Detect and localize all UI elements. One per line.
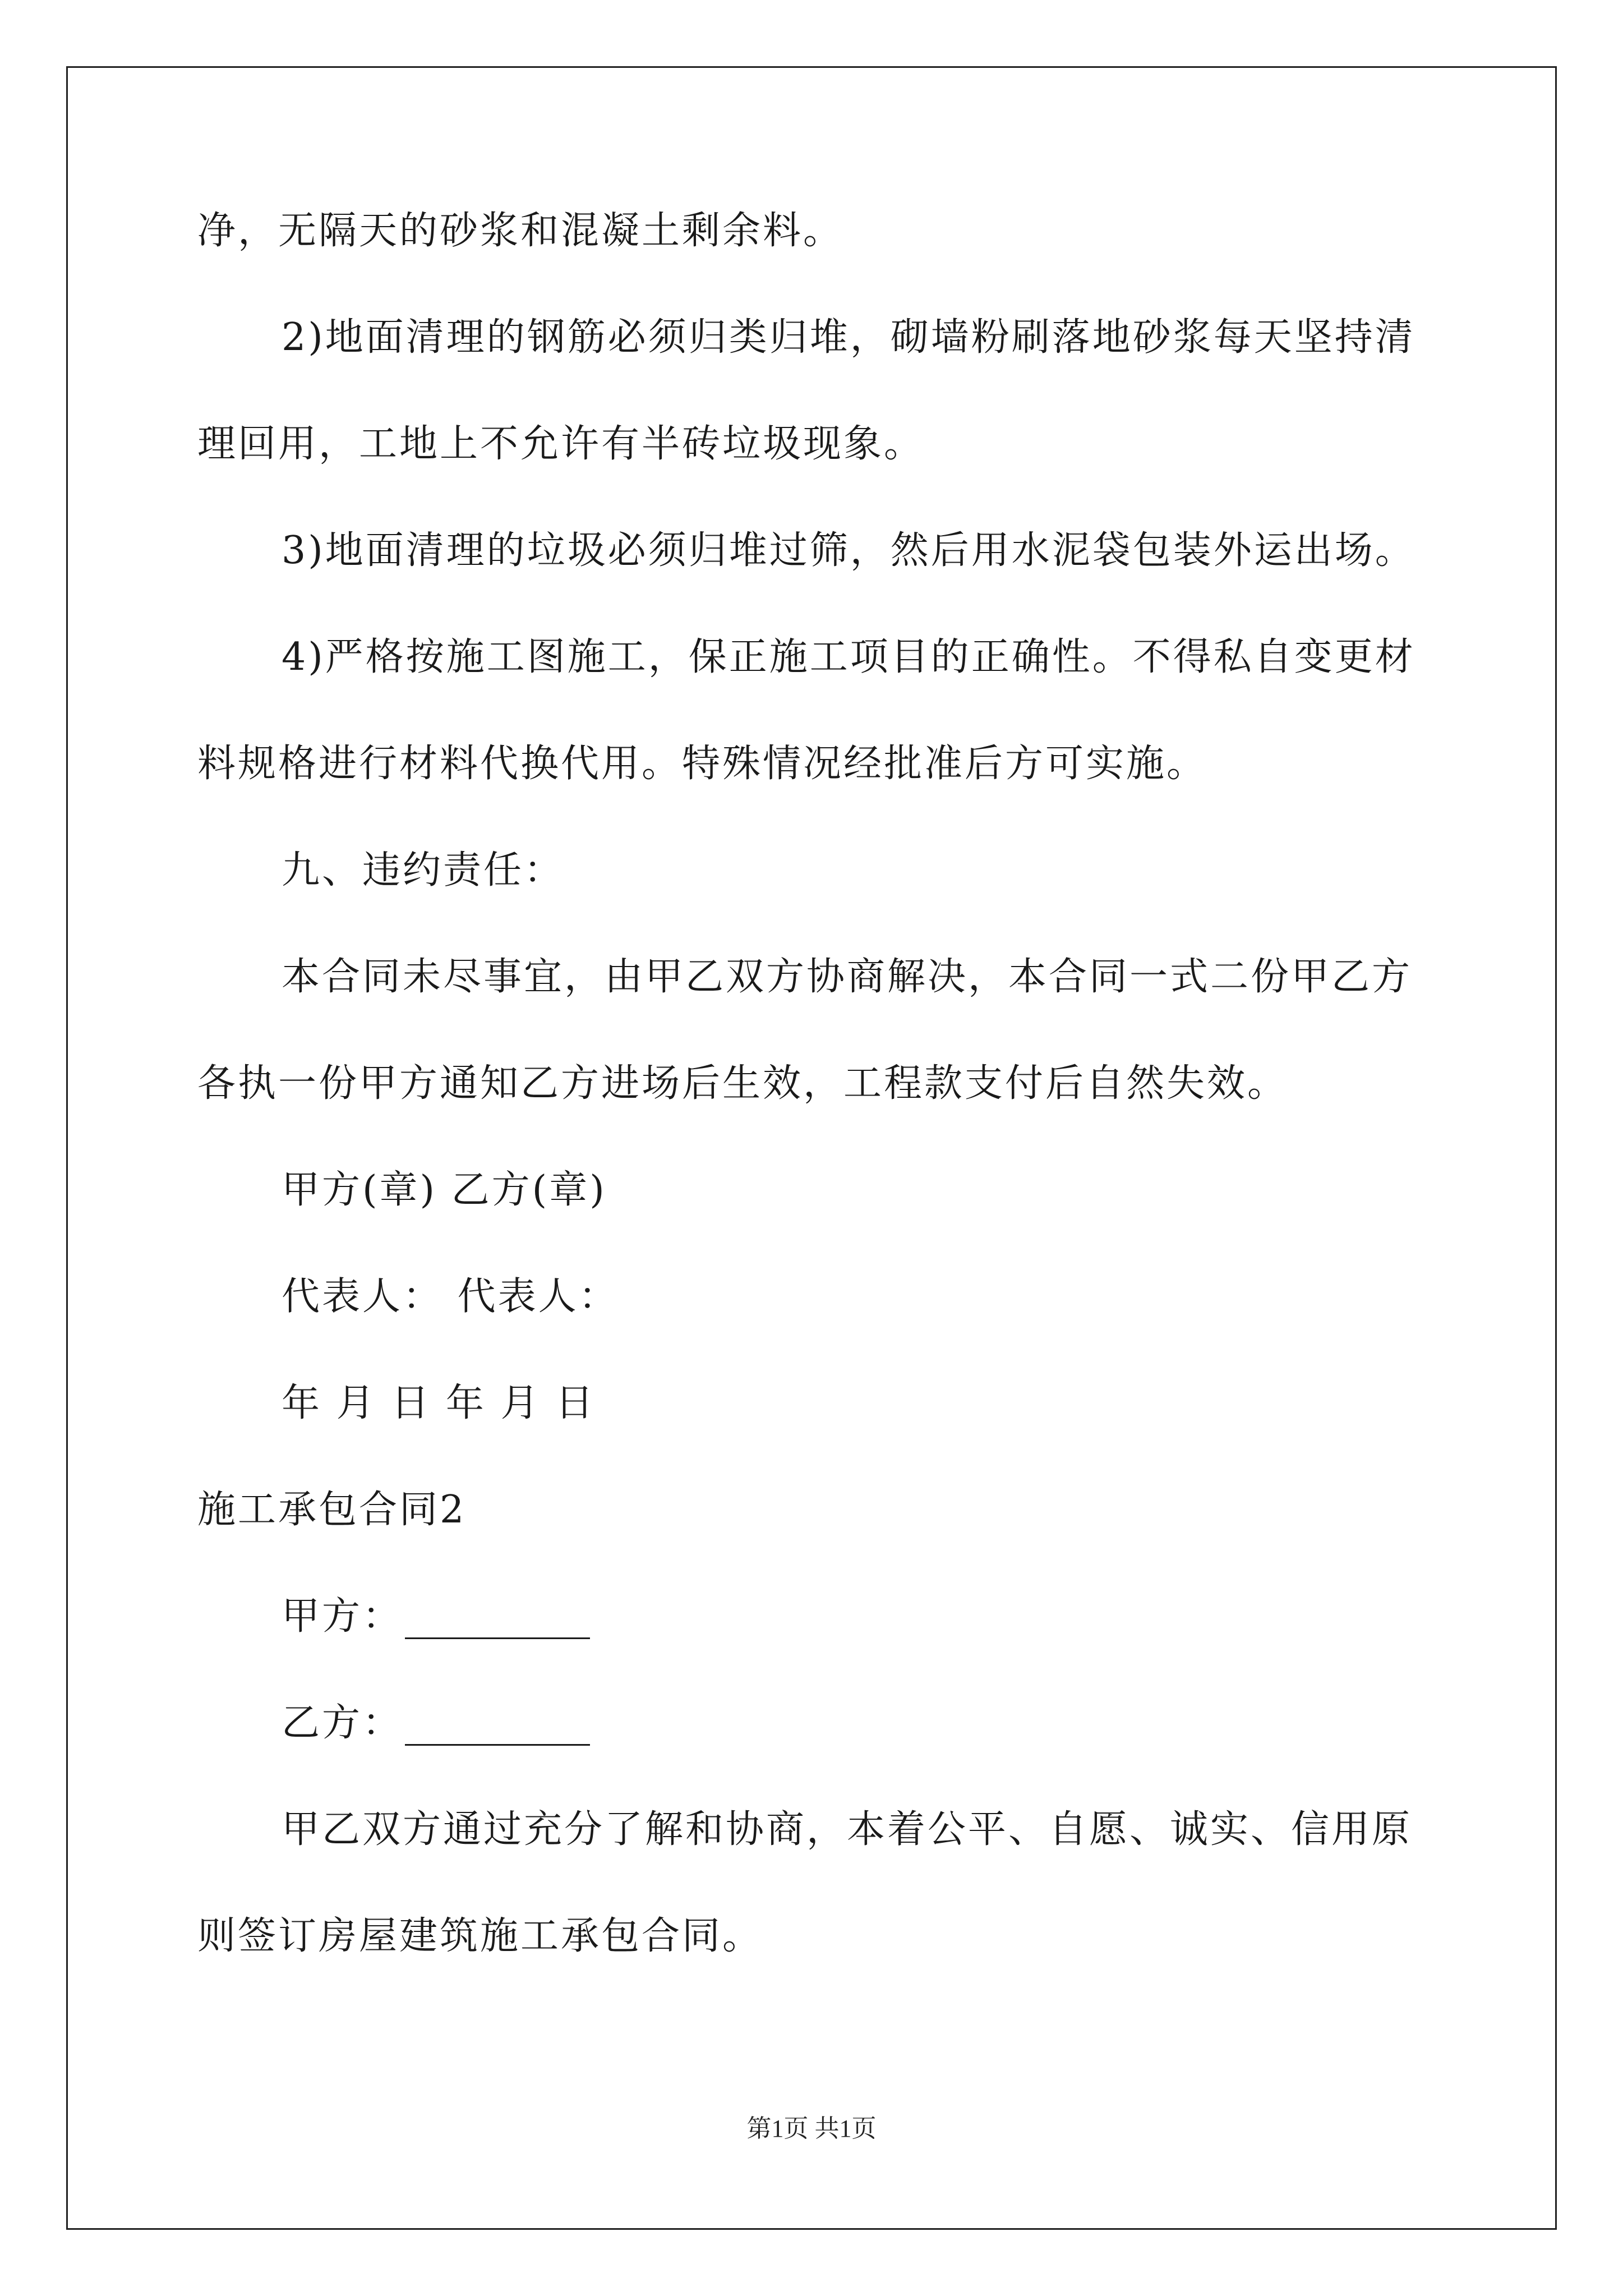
party-a-blank xyxy=(405,1602,590,1639)
paragraph-line-3: 理回用，工地上不允许有半砖垃圾现象。 xyxy=(197,422,925,466)
paragraph-line-6: 料规格进行材料代换代用。特殊情况经批准后方可实施。 xyxy=(197,742,1207,786)
paragraph-line-9: 各执一份甲方通知乙方进场后生效，工程款支付后自然失效。 xyxy=(197,1061,1288,1106)
party-b-label: 乙方： xyxy=(282,1701,403,1745)
paragraph-line-1: 净，无隔天的砂浆和混凝土剩余料。 xyxy=(197,209,844,253)
section-heading-breach: 九、违约责任： xyxy=(282,848,565,892)
paragraph-line-8: 本合同未尽事宜，由甲乙双方协商解决，本合同一式二份甲乙方 xyxy=(282,955,1413,999)
paragraph-line-16: 甲乙双方通过充分了解和协商，本着公平、自愿、诚实、信用原 xyxy=(282,1807,1413,1852)
page-border xyxy=(66,66,1557,2230)
paragraph-line-5: 4)严格按施工图施工，保正施工项目的正确性。不得私自变更材 xyxy=(282,635,1415,679)
page-footer: 第1页 共1页 xyxy=(746,2115,877,2142)
paragraph-line-17: 则签订房屋建筑施工承包合同。 xyxy=(197,1914,763,1958)
date-line: 年 月 日 年 月 日 xyxy=(282,1381,596,1425)
party-a-line xyxy=(282,1594,590,1639)
signature-seal-line: 甲方(章) 乙方(章) xyxy=(282,1168,607,1212)
representative-line: 代表人： 代表人： xyxy=(282,1274,619,1319)
paragraph-line-2: 2)地面清理的钢筋必须归类归堆，砌墙粉刷落地砂浆每天坚持清 xyxy=(282,315,1415,360)
party-a-label: 甲方： xyxy=(282,1594,403,1639)
paragraph-line-4: 3)地面清理的垃圾必须归堆过筛，然后用水泥袋包装外运出场。 xyxy=(282,528,1415,573)
contract-title: 施工承包合同2 xyxy=(197,1488,467,1532)
party-b-blank xyxy=(405,1708,590,1746)
party-b-line xyxy=(282,1701,590,1746)
